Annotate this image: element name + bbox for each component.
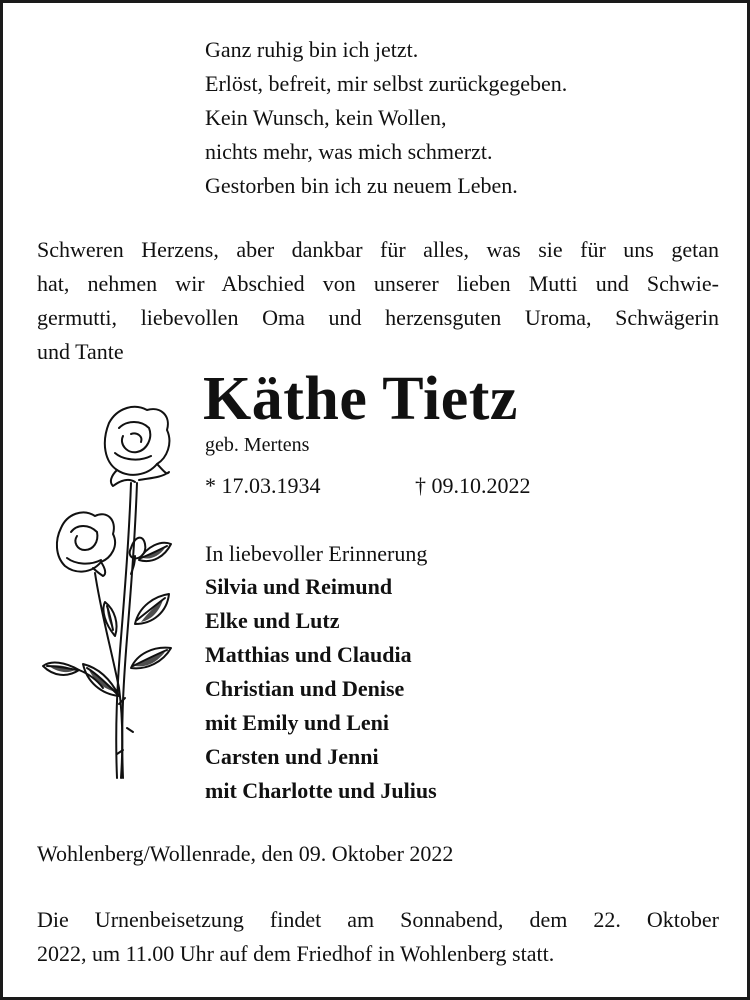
- intro-line: hat, nehmen wir Abschied von unserer lieben Mutti und Schwie-: [37, 271, 719, 296]
- burial-line: 2022, um 11.00 Uhr auf dem Friedhof in Wohlenberg statt.: [37, 941, 555, 966]
- poem-line: Ganz ruhig bin ich jetzt.: [205, 37, 419, 62]
- poem-line: Gestorben bin ich zu neuem Leben.: [205, 173, 518, 198]
- rose-bloom: [105, 407, 170, 475]
- mourner-entry: Carsten und Jenni: [205, 744, 379, 769]
- mourner-entry: Matthias und Claudia: [205, 642, 412, 667]
- mourner-entry: Silvia und Reimund: [205, 574, 393, 599]
- place-date: Wohlenberg/Wollenrade, den 09. Oktober 2022: [37, 841, 454, 866]
- memory-heading: In liebevoller Erinnerung: [205, 541, 428, 566]
- burial-line: Die Urnenbeisetzung findet am Sonnabend, dem 22. Oktober: [37, 907, 719, 932]
- rose-icon: [39, 398, 179, 783]
- rose-stem: [116, 483, 131, 778]
- burial-notice: [37, 903, 719, 971]
- poem-line: nichts mehr, was mich schmerzt.: [205, 139, 493, 164]
- poem-line: Erlöst, befreit, mir selbst zurückgegeben.: [205, 71, 568, 96]
- mourner-entry: mit Charlotte und Julius: [205, 778, 437, 803]
- birth-name: geb. Mertens: [205, 434, 310, 456]
- mourners-list: [205, 570, 437, 808]
- intro-line: Schweren Herzens, aber dankbar für alles, was sie für uns getan: [37, 237, 719, 262]
- deceased-name: Käthe Tietz: [203, 365, 518, 433]
- birth-date: * 17.03.1934: [205, 473, 321, 498]
- mourner-entry: mit Emily und Leni: [205, 710, 389, 735]
- poem-line: Kein Wunsch, kein Wollen,: [205, 105, 447, 130]
- poem: [205, 33, 567, 203]
- mourner-entry: Christian und Denise: [205, 676, 405, 701]
- mourner-entry: Elke und Lutz: [205, 608, 340, 633]
- intro-line: germutti, liebevollen Oma und herzensguten Uroma, Schwägerin: [37, 305, 719, 330]
- intro-text: [37, 233, 719, 369]
- death-date: † 09.10.2022: [415, 473, 531, 498]
- intro-line: und Tante: [37, 339, 124, 364]
